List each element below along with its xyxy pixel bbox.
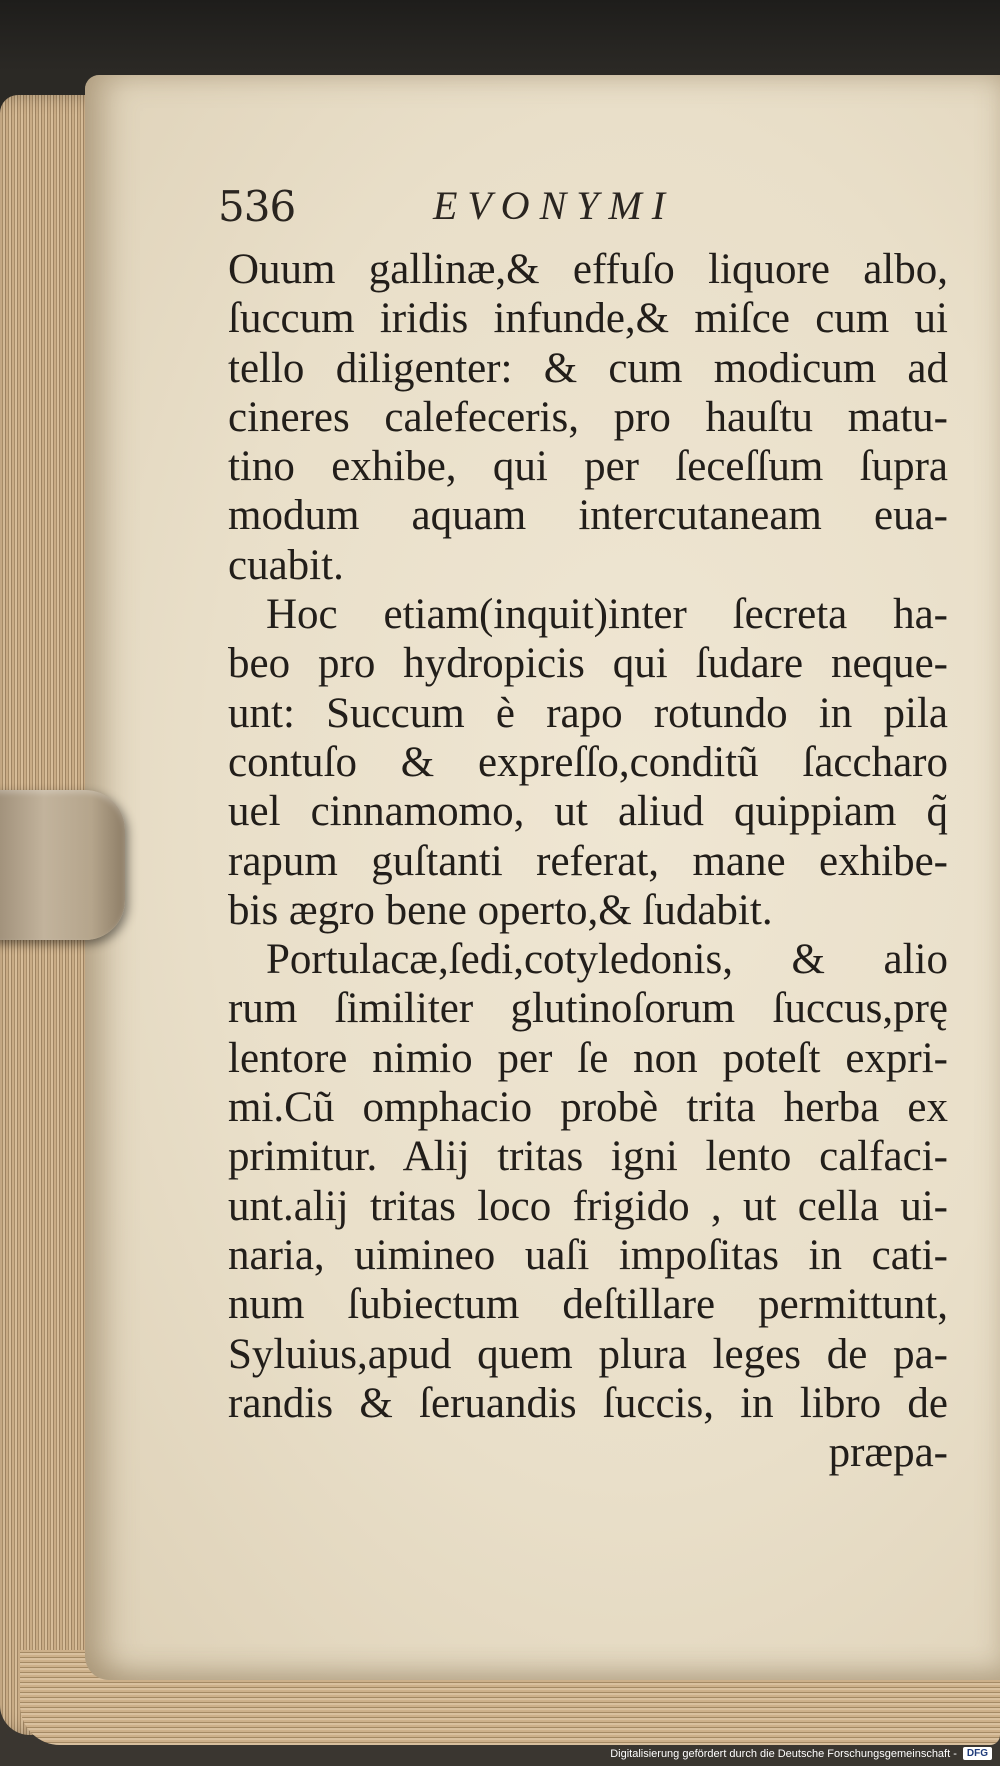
- page-text: [228, 245, 948, 1477]
- text-line: Hoc etiam(inquit)inter ſecreta ha-: [266, 591, 948, 639]
- text-line: randis & ſeruandis ſuccis, in libro de: [228, 1379, 948, 1427]
- page-number: 536: [218, 182, 296, 231]
- text-line: rapum guſtanti referat, mane exhibe-: [228, 837, 948, 885]
- dfg-logo: DFG: [963, 1747, 992, 1760]
- text-line: rum ſimiliter glutinoſorum ſuccus,prę: [228, 985, 948, 1033]
- text-line: beo pro hydropicis qui ſudare neque-: [228, 640, 948, 688]
- text-line: ſuccum iridis infunde,& miſce cum ui: [228, 295, 948, 343]
- text-line: uel cinnamomo, ut aliud quippiam q̃: [228, 788, 948, 836]
- text-line: bis ægro bene operto,& ſudabit.: [228, 886, 773, 934]
- text-line: tello diligenter: & cum modicum ad: [228, 344, 948, 392]
- text-line: Syluius,apud quem plura leges de pa-: [228, 1330, 948, 1378]
- text-line: tino exhibe, qui per ſeceſſum ſupra: [228, 443, 948, 491]
- text-line: lentore nimio per ſe non poteſt expri-: [228, 1034, 948, 1082]
- catchword: præpa-: [828, 1429, 948, 1477]
- text-line: contuſo & expreſſo,conditũ ſaccharo: [228, 738, 948, 786]
- text-line: unt.alij tritas loco frigido , ut cella ui-: [228, 1182, 948, 1230]
- text-line: num ſubiectum deſtillare permittunt,: [228, 1281, 948, 1329]
- text-line: Portulacæ,ſedi,cotyledonis, & alio: [266, 936, 948, 984]
- text-line: mi.Cũ omphacio probè trita herba ex: [228, 1084, 948, 1132]
- digitization-credit: [610, 1747, 992, 1760]
- credit-text: Digitalisierung gefördert durch die Deutsche Forschungsgemeinschaft -: [610, 1747, 957, 1760]
- text-line: modum aquam intercutaneam eua-: [228, 492, 948, 540]
- page-clip: [0, 790, 125, 940]
- text-line: primitur. Alij tritas igni lento calfaci-: [228, 1133, 948, 1181]
- running-head: EVONYMI: [433, 183, 676, 228]
- page-header: [218, 182, 938, 242]
- text-line: cineres calefeceris, pro hauſtu matu-: [228, 393, 948, 441]
- text-line: cuabit.: [228, 541, 344, 589]
- text-line: Ouum gallinæ,& effuſo liquore albo,: [228, 246, 948, 293]
- text-line: unt: Succum è rapo rotundo in pila: [228, 689, 948, 737]
- text-line: naria, uimineo uaſi impoſitas in cati-: [228, 1231, 948, 1279]
